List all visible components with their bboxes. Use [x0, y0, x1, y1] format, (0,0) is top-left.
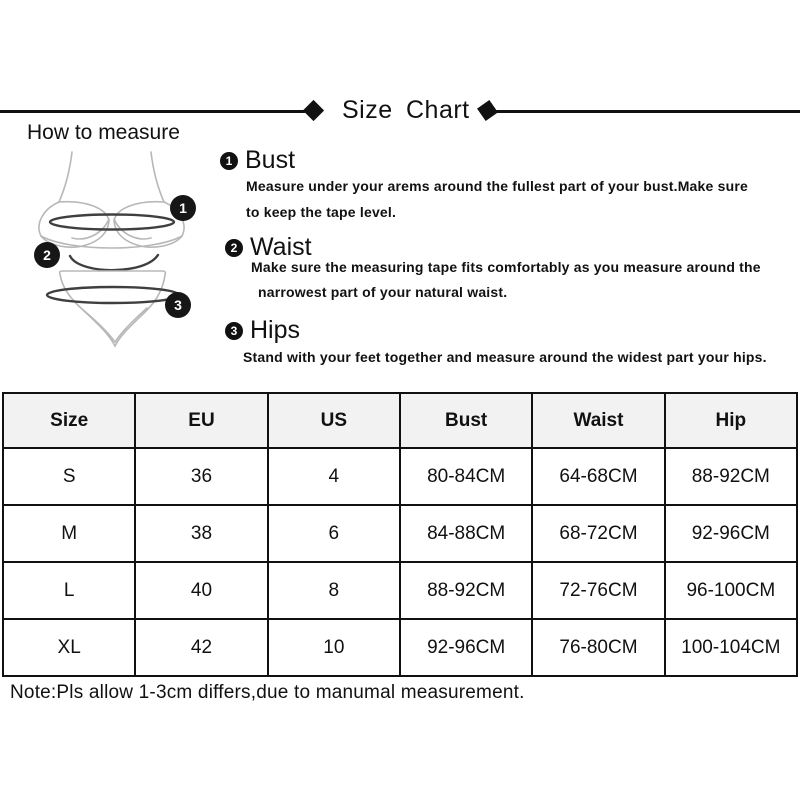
- table-cell: 92-96CM: [400, 619, 532, 676]
- step-title-bust: Bust: [245, 146, 296, 174]
- hips-marker-badge: 3: [165, 292, 191, 318]
- table-cell: 42: [135, 619, 267, 676]
- step-title-hips: Hips: [250, 316, 301, 344]
- table-cell: 88-92CM: [665, 448, 797, 505]
- col-header-us: US: [268, 393, 400, 448]
- table-cell: 38: [135, 505, 267, 562]
- page-title-word-1: Size: [342, 96, 393, 124]
- table-cell: 92-96CM: [665, 505, 797, 562]
- table-cell: 8: [268, 562, 400, 619]
- table-cell: 96-100CM: [665, 562, 797, 619]
- note-text: Note:Pls allow 1-3cm differs,due to manumal measurement.: [10, 682, 525, 703]
- table-cell: 84-88CM: [400, 505, 532, 562]
- table-cell: 72-76CM: [532, 562, 664, 619]
- table-row-m: [3, 505, 797, 562]
- col-header-size: Size: [3, 393, 135, 448]
- title-rule-right: [496, 110, 800, 113]
- how-to-measure-heading: How to measure: [27, 121, 180, 144]
- step-description-line: Measure under your arems around the fullest part of your bust.Make sure: [246, 178, 748, 194]
- table-header-row: [3, 393, 797, 448]
- table-cell: 10: [268, 619, 400, 676]
- bikini-bottom-outline: [60, 271, 166, 346]
- table-cell: 100-104CM: [665, 619, 797, 676]
- table-cell: 64-68CM: [532, 448, 664, 505]
- table-cell: 68-72CM: [532, 505, 664, 562]
- table-cell: 6: [268, 505, 400, 562]
- col-header-waist: Waist: [532, 393, 664, 448]
- col-header-eu: EU: [135, 393, 267, 448]
- bust-marker-badge: 1: [170, 195, 196, 221]
- bikini-top-outline: [39, 152, 184, 248]
- step-description-line: Stand with your feet together and measure around the widest part your hips.: [243, 349, 767, 365]
- step-heading-bust: [220, 146, 295, 175]
- step-title-waist: Waist: [250, 233, 312, 261]
- table-cell: XL: [3, 619, 135, 676]
- size-table: [2, 392, 798, 677]
- table-cell: 80-84CM: [400, 448, 532, 505]
- table-cell: L: [3, 562, 135, 619]
- table-row-s: [3, 448, 797, 505]
- table-row-l: [3, 562, 797, 619]
- diamond-icon-left: [303, 100, 324, 121]
- step-heading-waist: [225, 233, 312, 262]
- step-number-badge: 2: [225, 239, 243, 257]
- col-header-hip: Hip: [665, 393, 797, 448]
- step-number-badge: 3: [225, 322, 243, 340]
- bust-measure-line: [50, 215, 174, 230]
- table-cell: S: [3, 448, 135, 505]
- page-title-word-2: Chart: [406, 96, 470, 124]
- table-cell: 4: [268, 448, 400, 505]
- table-cell: 88-92CM: [400, 562, 532, 619]
- step-number-badge: 1: [220, 152, 238, 170]
- diamond-icon-right: [477, 100, 498, 121]
- title-rule-left: [0, 110, 305, 113]
- table-cell: 76-80CM: [532, 619, 664, 676]
- table-cell: M: [3, 505, 135, 562]
- step-description-line: narrowest part of your natural waist.: [258, 284, 508, 300]
- table-cell: 40: [135, 562, 267, 619]
- waist-marker-badge: 2: [34, 242, 60, 268]
- step-description-line: Make sure the measuring tape fits comfortably as you measure around the: [251, 259, 761, 275]
- col-header-bust: Bust: [400, 393, 532, 448]
- table-row-xl: [3, 619, 797, 676]
- table-cell: 36: [135, 448, 267, 505]
- step-heading-hips: [225, 316, 300, 345]
- step-description-line: to keep the tape level.: [246, 204, 397, 220]
- waist-measure-line: [70, 255, 158, 270]
